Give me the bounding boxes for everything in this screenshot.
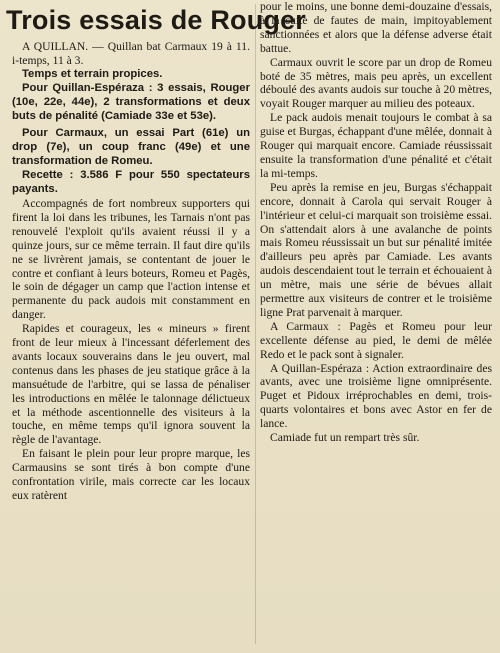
body-paragraph: Carmaux ouvrit le score par un drop de Romeu boté de 35 mètres, mais peu après, un excellent déboulé des avants audois sur touche à 20 mètres, voyait Rouger marquer au milieu des poteaux. [260, 55, 492, 111]
body-paragraph: Camiade fut un rempart très sûr. [270, 431, 420, 445]
conditions-paragraph: Temps et terrain propices. [22, 67, 163, 80]
body-paragraph: En faisant le plein pour leur propre marque, les Carmausins se sont tirés à bon compte d'une confrontation virile, mais correcte car les locaux eux ratèrent [12, 447, 250, 502]
article-column-left [12, 40, 250, 503]
body-paragraph: Le pack audois menait toujours le combat à sa guise et Burgas, échappant d'une mêlée, donnait à Rouger qui marquait encore. Camiade réussissait ensuite la transformation d'une pénalité et c'était la mi-temps. [260, 111, 492, 180]
column-divider [255, 4, 256, 644]
body-paragraph: Rapides et courageux, les « mineurs » firent front de leur mieux à l'incessant déferlement des avants locaux souverains dans le jeu ouvert, mal contenus dans les phases de jeu statique grâce à la mansuétude de l'arbitre, qui se lassa de pénaliser les introductions en mêlée le talonnage délictueux et la méthode ascentionnelle des visiteurs à la touche, en même temps qu'il ignora souvent la règle de l'avantage. [12, 322, 250, 447]
body-paragraph: A Quillan-Espéraza : Action extraordinaire des avants, avec une troisième ligne omniprésente. Puget et Pidoux irréprochables en demi, trois-quarts volontaires et bons avec Astor en fer de lance. [260, 361, 492, 431]
article-column-right [260, 0, 492, 445]
body-paragraph: A Carmaux : Pagès et Romeu pour leur excellente défense au pied, le demi de mêlée Redo et le pack sont à signaler. [260, 319, 492, 361]
dateline-paragraph: A QUILLAN. — Quillan bat Carmaux 19 à 11. i-temps, 11 à 3. [12, 40, 250, 67]
body-paragraph: Peu après la remise en jeu, Burgas s'échappait encore, donnait à Carola qui servait Rouger à l'intérieur et celui-ci marquait son troisième essai. On s'attendait alors à une avalanche de points mais Romeu réussissait un but sur pénalité imitée d'ailleurs peu après par Camiade. Les avants audois descendaient tout le terrain et échouaient à un mètre, mais une série de bévues allait permettre aux visiteurs de contrer et le troisième ligne Prat parvenait à marquer. [260, 180, 492, 319]
body-paragraph: Accompagnés de fort nombreux supporters qui firent la loi dans les tribunes, les Tarnais n'ont pas renouvelé l'exploit qu'ils avaient réussi il y a quinze jours, sur ce même terrain. Il faut dire qu'ils ne se livrèrent jamais, se contentant de jouer le contre et confiant à leurs boteurs, Romeu et Pagès, le soin de dégager un camp que l'action intense et permanente du pack audois mit constamment en danger. [12, 196, 250, 322]
body-paragraph: pour le moins, une bonne demi-douzaine d'essais, à la suite de fautes de main, impitoyablement sanctionnées et alors que la défense adverse était battue. [260, 0, 492, 55]
scorers-carmaux-paragraph: Pour Carmaux, un essai Part (61e) un drop (7e), un coup franc (49e) et une transformation de Romeu. [12, 127, 250, 168]
scorers-quillan-paragraph: Pour Quillan-Espéraza : 3 essais, Rouger (10e, 22e, 44e), 2 transformations et deux buts de pénalité (Camiade 33e et 53e). [12, 81, 250, 122]
receipts-paragraph: Recette : 3.586 F pour 550 spectateurs payants. [12, 169, 250, 196]
article-headline: Trois essais de Rouger [6, 5, 307, 35]
